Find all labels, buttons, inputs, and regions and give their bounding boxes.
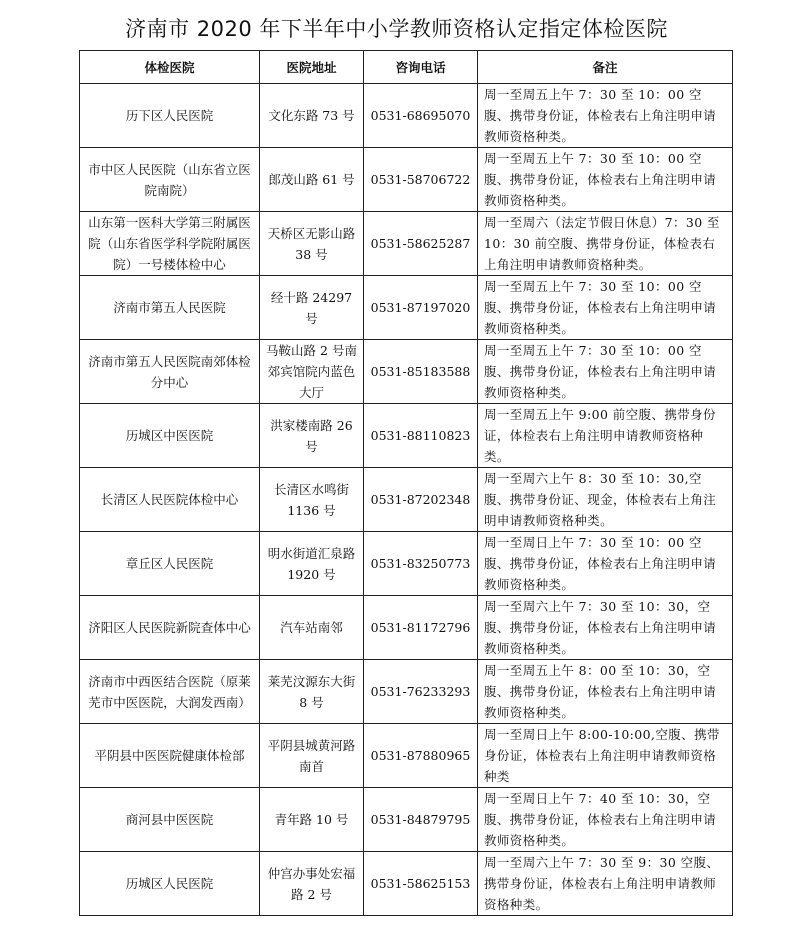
table-row xyxy=(80,852,733,916)
table-row xyxy=(80,468,733,532)
hospital-phone: 0531-84879795 xyxy=(364,788,478,852)
hospital-note: 周一至周五上午 7：30 至 10：00 空腹、携带身份证，体检表右上角注明申请教师资格种类。 xyxy=(478,340,733,404)
hospital-address: 经十路 24297 号 xyxy=(260,276,364,340)
table-row xyxy=(80,660,733,724)
hospital-address: 长清区水鸣街 1136 号 xyxy=(260,468,364,532)
hospital-address: 天桥区无影山路 38 号 xyxy=(260,212,364,276)
hospital-name: 商河县中医医院 xyxy=(80,788,260,852)
hospital-name: 章丘区人民医院 xyxy=(80,532,260,596)
hospital-note: 周一至周六上午 7：30 至 10：30，空腹、携带身份证，体检表右上角注明申请教师资格种类。 xyxy=(478,596,733,660)
hospital-address: 青年路 10 号 xyxy=(260,788,364,852)
hospital-phone: 0531-58625287 xyxy=(364,212,478,276)
hospital-phone: 0531-83250773 xyxy=(364,532,478,596)
header-phone: 咨询电话 xyxy=(364,51,478,84)
hospital-phone: 0531-58706722 xyxy=(364,148,478,212)
hospital-note: 周一至周六上午 7：30 至 9：30 空腹、携带身份证，体检表右上角注明申请教师资格种类。 xyxy=(478,852,733,916)
hospital-note: 周一至周五上午 7：30 至 10：00 空腹、携带身份证，体检表右上角注明申请教师资格种类。 xyxy=(478,84,733,148)
hospital-note: 周一至周日上午 8:00-10:00,空腹、携带身份证，体检表右上角注明申请教师资格种类 xyxy=(478,724,733,788)
table-row xyxy=(80,84,733,148)
hospital-address: 马鞍山路 2 号南郊宾馆院内蓝色大厅 xyxy=(260,340,364,404)
hospital-phone: 0531-68695070 xyxy=(364,84,478,148)
table-row xyxy=(80,404,733,468)
hospital-note: 周一至周五上午 9:00 前空腹、携带身份证，体检表右上角注明申请教师资格种类。 xyxy=(478,404,733,468)
page-title: 济南市 2020 年下半年中小学教师资格认定指定体检医院 xyxy=(125,17,668,41)
hospital-note: 周一至周五上午 8：00 至 10：30，空腹、携带身份证，体检表右上角注明申请教师资格种类。 xyxy=(478,660,733,724)
table-row xyxy=(80,788,733,852)
table-row xyxy=(80,724,733,788)
hospital-name: 济南市第五人民医院 xyxy=(80,276,260,340)
table-row xyxy=(80,532,733,596)
hospital-name: 济阳区人民医院新院查体中心 xyxy=(80,596,260,660)
hospital-phone: 0531-81172796 xyxy=(364,596,478,660)
header-hospital: 体检医院 xyxy=(80,51,260,84)
table-row xyxy=(80,340,733,404)
hospital-name: 济南市中西医结合医院（原莱芜市中医医院，大润发西南） xyxy=(80,660,260,724)
hospital-phone: 0531-76233293 xyxy=(364,660,478,724)
hospital-name: 历下区人民医院 xyxy=(80,84,260,148)
hospital-address: 平阴县城黄河路南首 xyxy=(260,724,364,788)
hospital-note: 周一至周五上午 7：30 至 10：00 空腹、携带身份证，体检表右上角注明申请教师资格种类。 xyxy=(478,276,733,340)
hospital-address: 明水街道汇泉路 1920 号 xyxy=(260,532,364,596)
hospital-address: 莱芜汶源东大街 8 号 xyxy=(260,660,364,724)
table-row xyxy=(80,276,733,340)
hospital-phone: 0531-87202348 xyxy=(364,468,478,532)
hospital-name: 长清区人民医院体检中心 xyxy=(80,468,260,532)
table-row xyxy=(80,212,733,276)
hospital-name: 平阴县中医医院健康体检部 xyxy=(80,724,260,788)
hospital-table xyxy=(79,50,733,916)
hospital-note: 周一至周五上午 7：30 至 10：00 空腹、携带身份证，体检表右上角注明申请教师资格种类。 xyxy=(478,148,733,212)
table-row xyxy=(80,148,733,212)
hospital-name: 济南市第五人民医院南郊体检分中心 xyxy=(80,340,260,404)
hospital-address: 洪家楼南路 26 号 xyxy=(260,404,364,468)
hospital-name: 山东第一医科大学第三附属医院（山东省医学科学院附属医院）一号楼体检中心 xyxy=(80,212,260,276)
header-note: 备注 xyxy=(478,51,733,84)
hospital-note: 周一至周日上午 7：40 至 10：30，空腹、携带身份证，体检表右上角注明申请教师资格种类。 xyxy=(478,788,733,852)
table-header-row xyxy=(80,51,733,84)
hospital-name: 历城区人民医院 xyxy=(80,852,260,916)
table-row xyxy=(80,596,733,660)
hospital-phone: 0531-58625153 xyxy=(364,852,478,916)
hospital-phone: 0531-88110823 xyxy=(364,404,478,468)
hospital-address: 文化东路 73 号 xyxy=(260,84,364,148)
hospital-name: 历城区中医医院 xyxy=(80,404,260,468)
hospital-address: 汽车站南邻 xyxy=(260,596,364,660)
hospital-phone: 0531-87880965 xyxy=(364,724,478,788)
hospital-note: 周一至周日上午 7：30 至 10：00 空腹、携带身份证，体检表右上角注明申请教师资格种类。 xyxy=(478,532,733,596)
hospital-name: 市中区人民医院（山东省立医院南院） xyxy=(80,148,260,212)
hospital-address: 仲宫办事处宏福路 2 号 xyxy=(260,852,364,916)
hospital-note: 周一至周六上午 8：30 至 10：30,空腹、携带身份证、现金，体检表右上角注明申请教师资格种类。 xyxy=(478,468,733,532)
hospital-note: 周一至周六（法定节假日休息）7：30 至 10：30 前空腹、携带身份证，体检表右上角注明申请教师资格种类。 xyxy=(478,212,733,276)
header-address: 医院地址 xyxy=(260,51,364,84)
hospital-phone: 0531-85183588 xyxy=(364,340,478,404)
hospital-address: 郎茂山路 61 号 xyxy=(260,148,364,212)
hospital-phone: 0531-87197020 xyxy=(364,276,478,340)
